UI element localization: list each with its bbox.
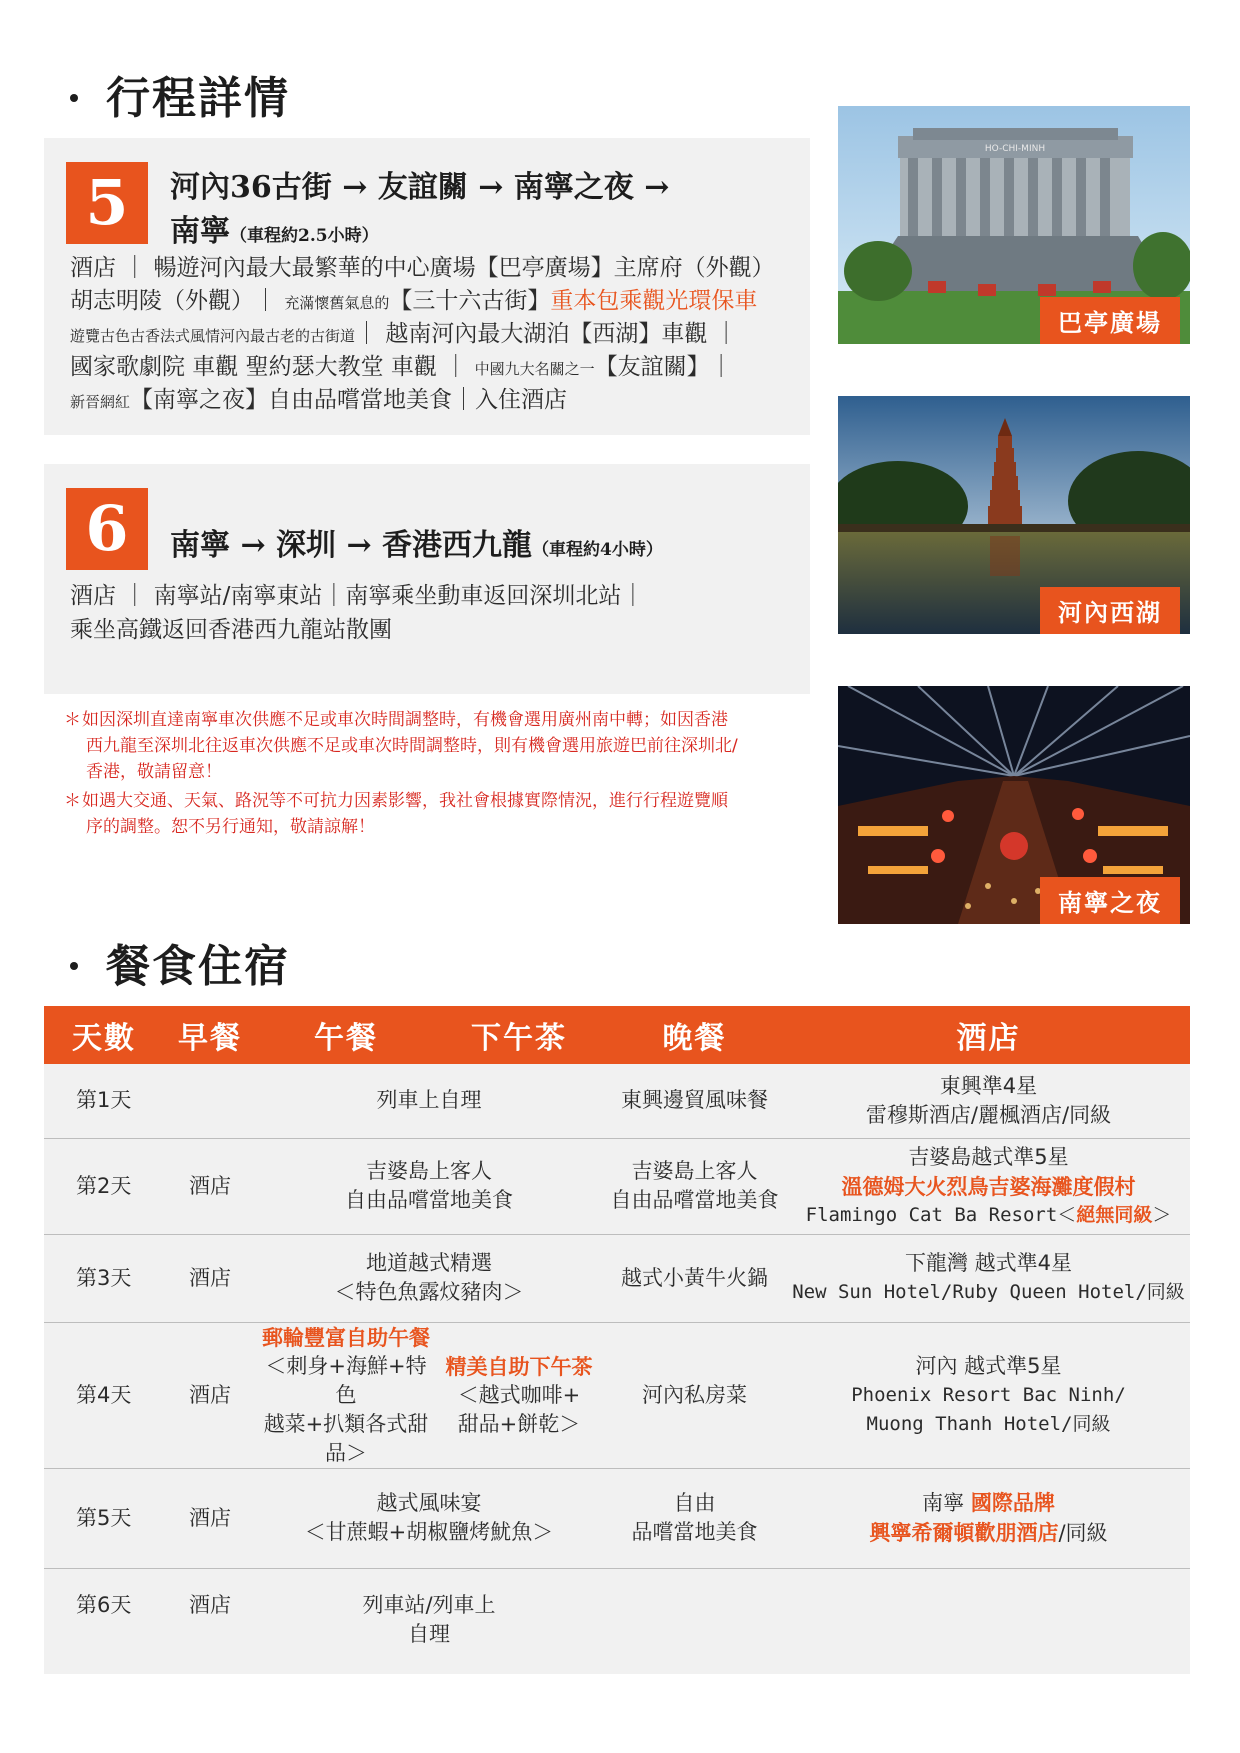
header-dinner: 晚餐 (602, 1006, 787, 1064)
table-row: 第5天 酒店 越式風味宴 ＜甘蔗蝦+胡椒鹽烤魷魚＞ 自由 品嚐當地美食 南寧 國際品牌 興寧希爾頓歡朋酒店/同級 (44, 1468, 1190, 1568)
table-row: 第4天 酒店 郵輪豐富自助午餐 ＜刺身+海鮮+特色 越菜+扒類各式甜品＞ 精美自助下午茶 ＜越式咖啡+ 甜品+餅乾＞ 河內私房菜 河內 越式準5星 Phoenix Resort Bac Ninh/ Muong Thanh Hotel/同級 (44, 1322, 1190, 1468)
table-header-row (44, 1006, 1190, 1064)
day6-title: 南寧 → 深圳 → 香港西九龍（車程約4小時） (170, 528, 663, 563)
day6-box (44, 464, 810, 694)
day5-line2: 胡志明陵（外觀）｜ 充滿懷舊氣息的【三十六古街】重本包乘觀光環保車 (70, 288, 758, 314)
day5-line5: 新晉網紅【南寧之夜】自由品嚐當地美食｜入住酒店 (70, 387, 568, 413)
day5-title-line2: 南寧（車程約2.5小時） (170, 214, 379, 249)
note-1: ＊如因深圳直達南寧車次供應不足或車次時間調整時，有機會選用廣州南中轉；如因香港 西九龍至深圳北往返車次供應不足或車次時間調整時，則有機會選用旅遊巴前往深圳北/ 香港，敬請留意！ (64, 710, 738, 782)
day6-line1: 酒店 ｜ 南寧站/南寧東站｜南寧乘坐動車返回深圳北站｜ (70, 583, 645, 609)
day5-line1: 酒店 ｜ 暢遊河內最大最繁華的中心廣場【巴亭廣場】主席府（外觀） (70, 255, 775, 281)
photo-caption-nanning-night: 南寧之夜 (1040, 877, 1180, 924)
table-row: 第3天 酒店 地道越式精選 ＜特色魚露炆豬肉＞ 越式小黃牛火鍋 下龍灣 越式準4星 New Sun Hotel/Ruby Queen Hotel/同級 (44, 1234, 1190, 1322)
section-title-meals: 餐食住宿 (70, 930, 290, 994)
day5-line4: 國家歌劇院 車觀 聖約瑟大教堂 車觀 ｜ 中國九大名關之一【友誼關】｜ (70, 354, 733, 380)
table-row: 第6天 酒店 列車站/列車上 自理 (76, 1592, 496, 1646)
photo-caption-west-lake: 河內西湖 (1040, 587, 1180, 634)
bullet-icon (70, 962, 78, 970)
day6-number: 6 (66, 488, 148, 570)
day5-number: 5 (66, 162, 148, 244)
section-title-itinerary: 行程詳情 (70, 62, 290, 126)
header-lunch: 午餐 (256, 1006, 436, 1064)
header-day: 天數 (44, 1006, 164, 1064)
photo-caption-ba-dinh: 巴亭廣場 (1040, 297, 1180, 344)
photo-west-lake (838, 396, 1190, 634)
header-tea: 下午茶 (436, 1006, 602, 1064)
table-row: 第1天 列車上自理 東興邊貿風味餐 東興準4星 雷穆斯酒店/麗楓酒店/同級 (44, 1064, 1190, 1138)
bullet-icon (70, 94, 78, 102)
day6-line2: 乘坐高鐵返回香港西九龍站散團 (70, 617, 392, 643)
table-row: 第2天 酒店 吉婆島上客人 自由品嚐當地美食 吉婆島上客人 自由品嚐當地美食 吉婆島越式準5星 溫德姆大火烈鳥吉婆海灘度假村 Flamingo Cat Ba Resort＜絕無同級＞ (44, 1138, 1190, 1234)
day5-box (44, 138, 810, 435)
header-breakfast: 早餐 (164, 1006, 256, 1064)
header-hotel: 酒店 (787, 1006, 1190, 1064)
meal-accommodation-table (44, 1006, 1190, 1674)
photo-ba-dinh (838, 106, 1190, 344)
day5-line3: 遊覽古色古香法式風情河內最古老的古街道｜ 越南河內最大湖泊【西湖】車觀 ｜ (70, 321, 738, 347)
photo-nanning-night (838, 686, 1190, 924)
day5-title-line1: 河內36古街 → 友誼關 → 南寧之夜 → (170, 170, 670, 205)
svg-text:HO-CHI-MINH: HO-CHI-MINH (984, 144, 1046, 154)
note-2: ＊如遇大交通、天氣、路況等不可抗力因素影響，我社會根據實際情況，進行行程遊覽順 序的調整。恕不另行通知，敬請諒解！ (64, 791, 728, 837)
